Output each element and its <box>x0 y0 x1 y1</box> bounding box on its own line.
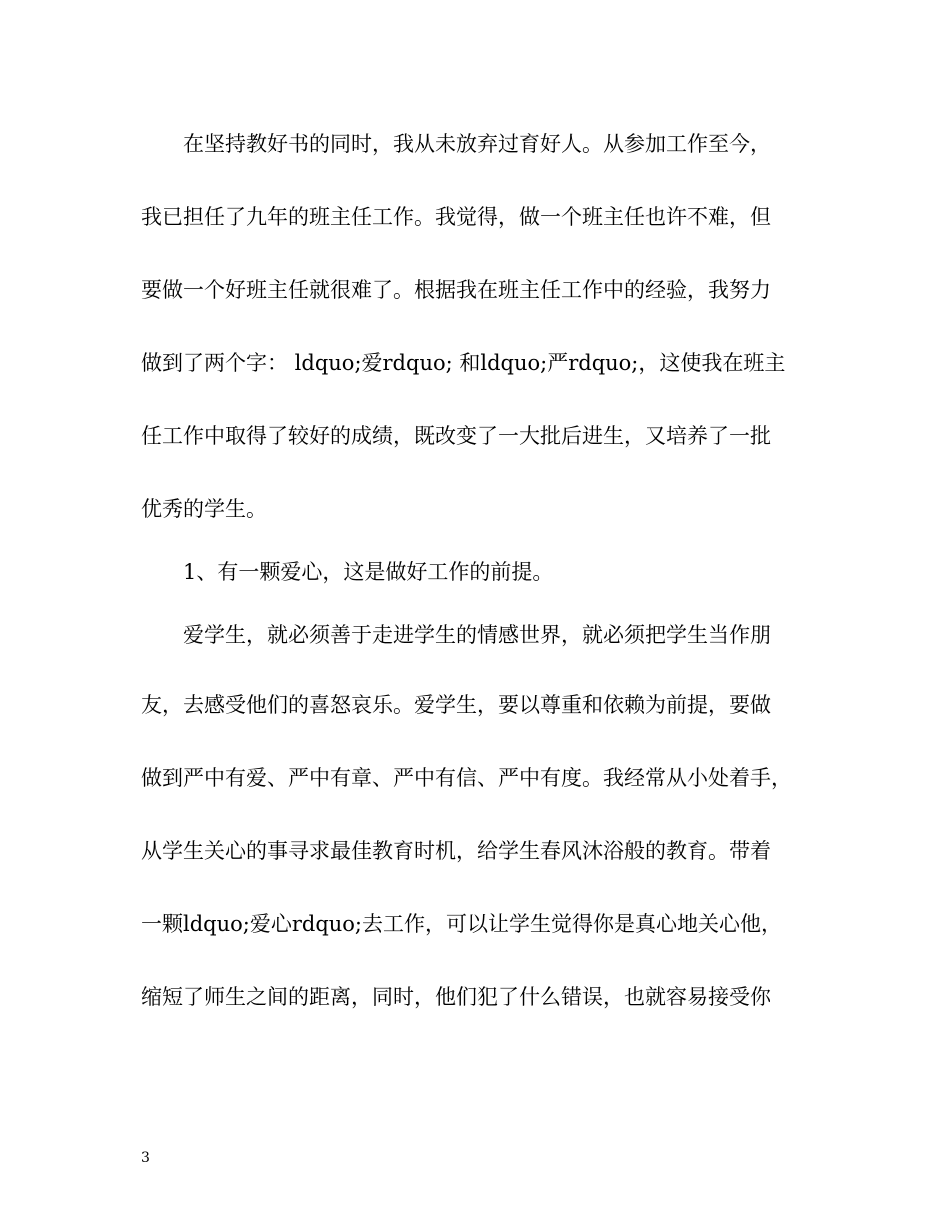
paragraph-line: 一颗ldquo;爱心rdquo;去工作，可以让学生觉得你是真心地关心他， <box>141 912 783 936</box>
paragraph-line: 做到严中有爱、严中有章、严中有信、严中有度。我经常从小处着手， <box>141 766 792 790</box>
paragraph-line: 在坚持教好书的同时，我从未放弃过育好人。从参加工作至今， <box>183 132 771 156</box>
paragraph-line: 做到了两个字： ldquo;爱rdquo; 和ldquo;严rdquo;，这使我在班主 <box>141 351 786 375</box>
paragraph-line: 缩短了师生之间的距离，同时，他们犯了什么错误，也就容易接受你 <box>141 985 771 1009</box>
page-number: 3 <box>141 1150 150 1166</box>
paragraph-line: 友，去感受他们的喜怒哀乐。爱学生，要以尊重和依赖为前提，要做 <box>141 693 771 717</box>
paragraph-line: 任工作中取得了较好的成绩，既改变了一大批后进生，又培养了一批 <box>141 424 771 448</box>
paragraph-line: 要做一个好班主任就很难了。根据我在班主任工作中的经验，我努力 <box>141 278 771 302</box>
paragraph-line: 从学生关心的事寻求最佳教育时机，给学生春风沐浴般的教育。带着 <box>141 839 771 863</box>
section-heading: 1、有一颗爱心，这是做好工作的前提。 <box>183 560 554 584</box>
paragraph-line: 爱学生，就必须善于走进学生的情感世界，就必须把学生当作朋 <box>183 623 771 647</box>
paragraph-line: 优秀的学生。 <box>141 497 267 521</box>
paragraph-line: 我已担任了九年的班主任工作。我觉得，做一个班主任也许不难，但 <box>141 205 771 229</box>
